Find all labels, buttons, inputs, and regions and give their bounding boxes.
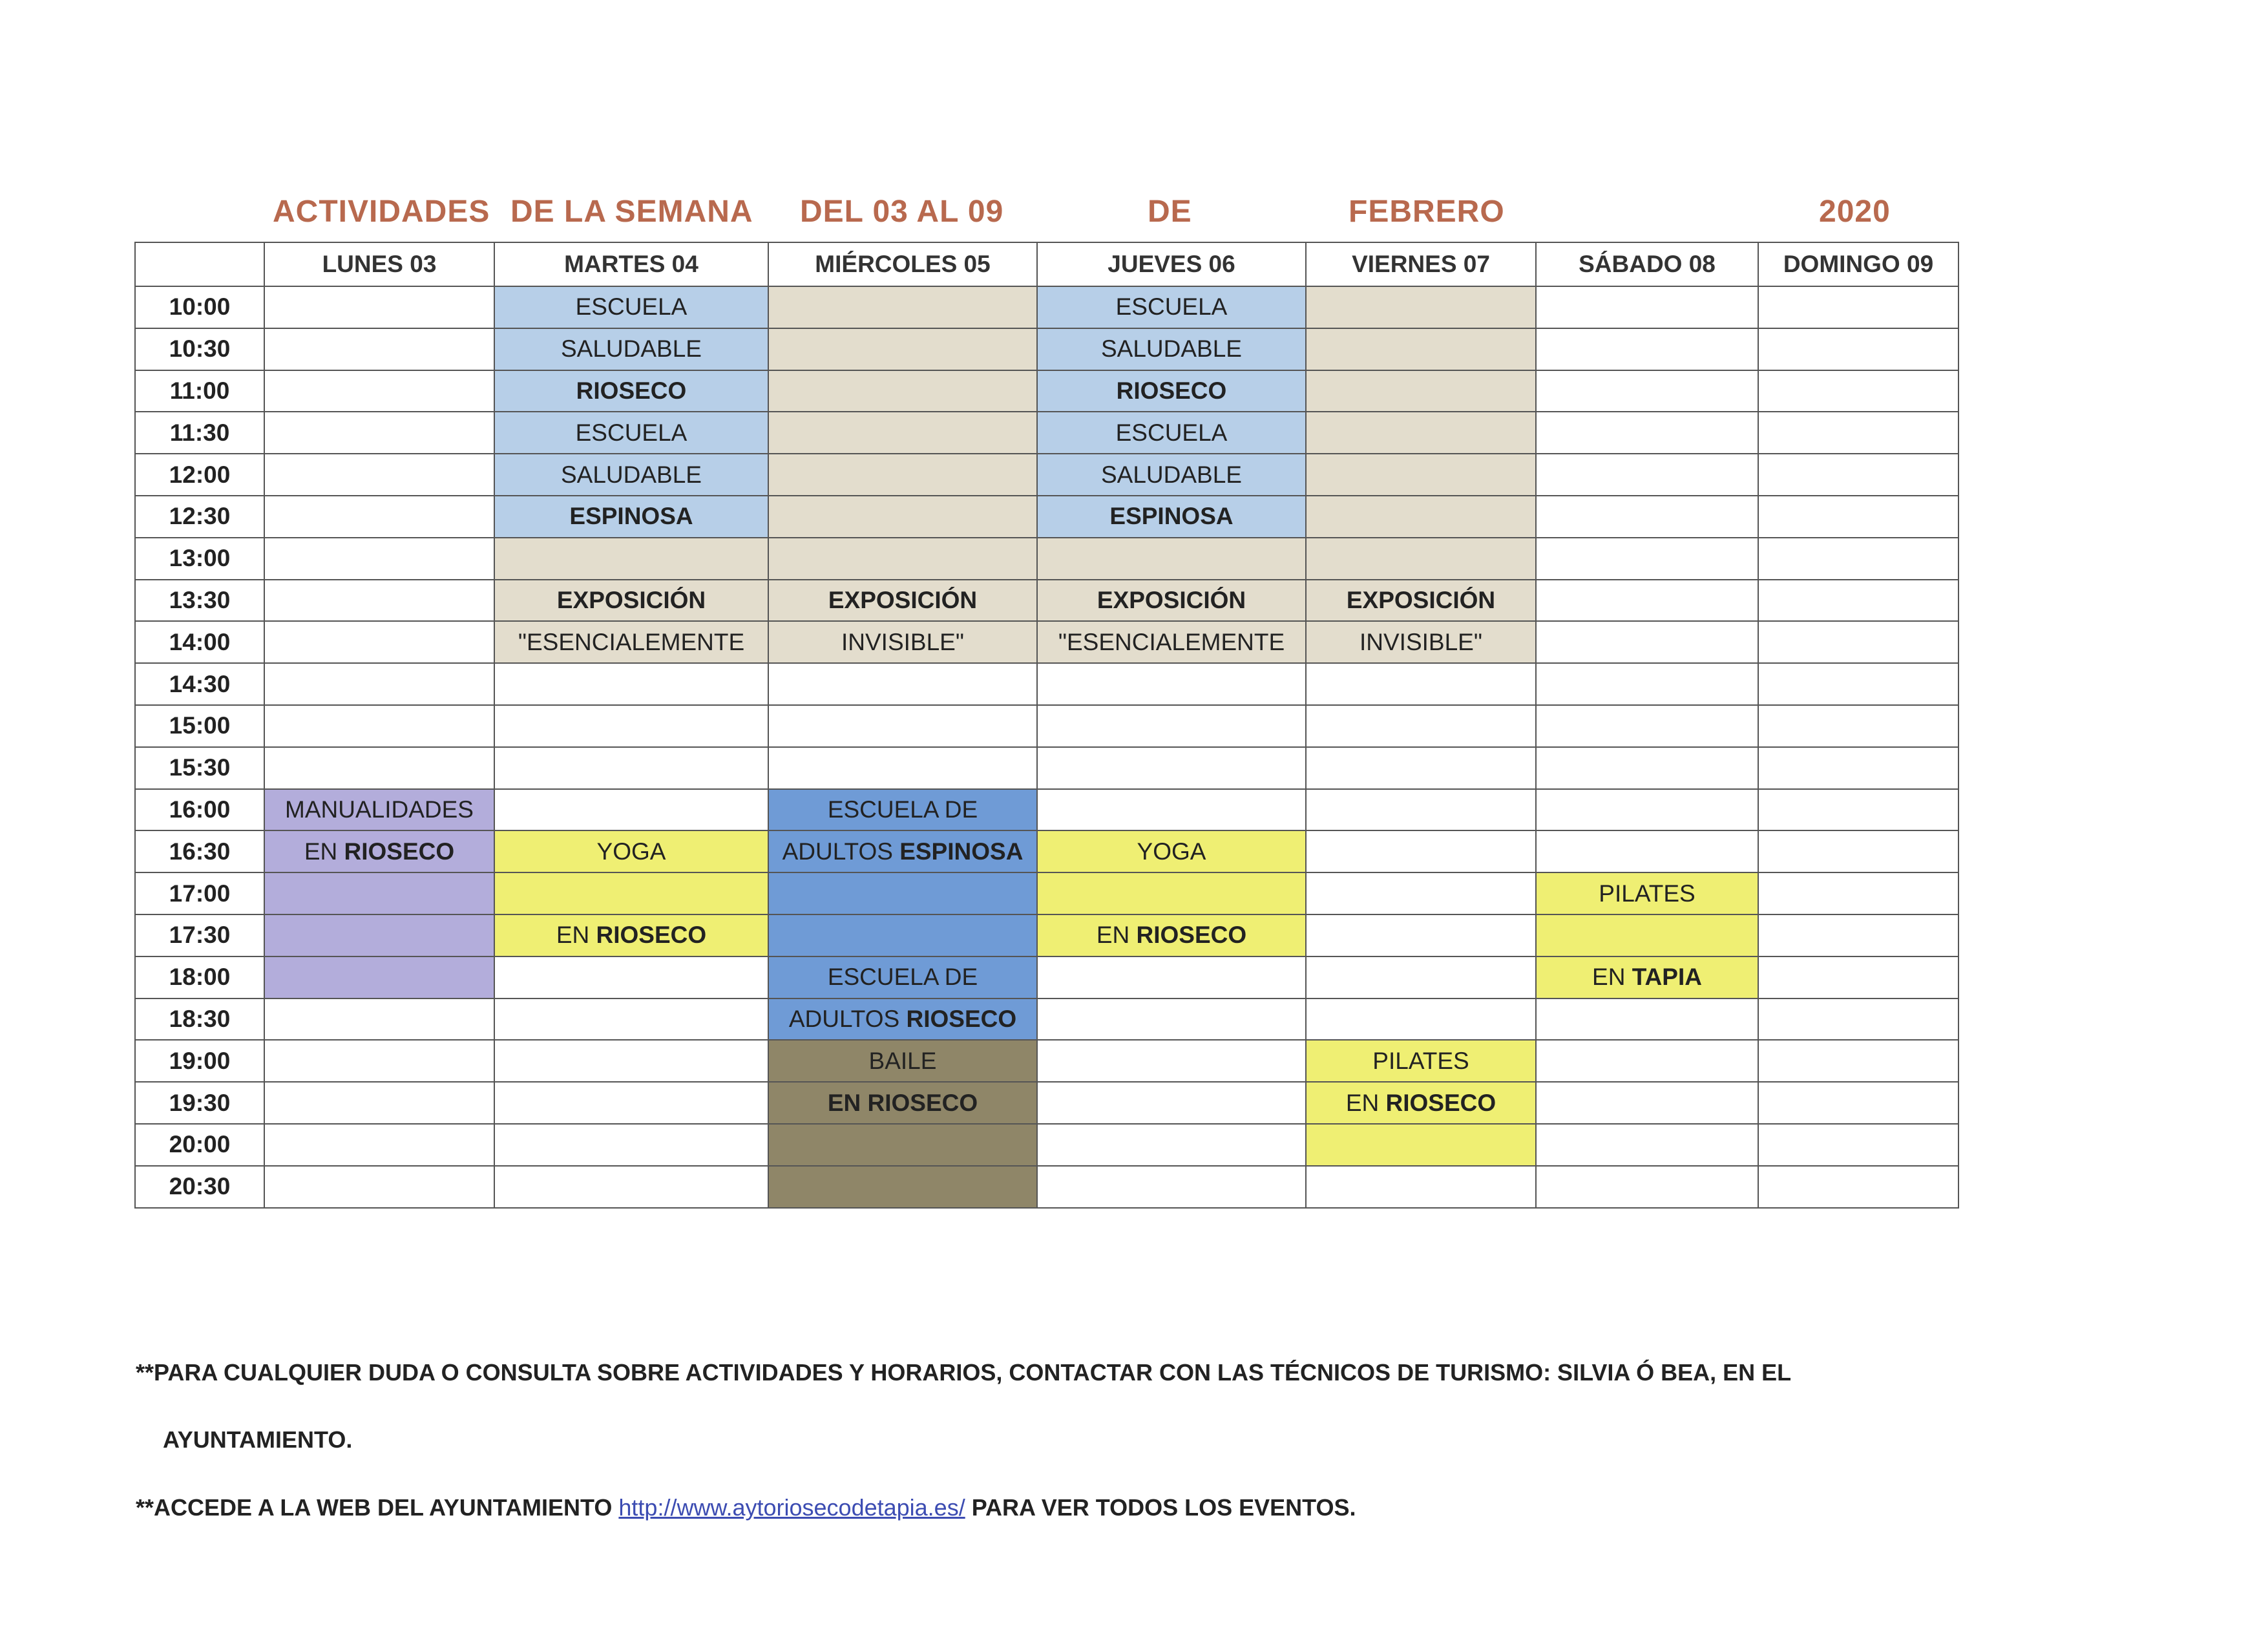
empty-cell bbox=[1536, 370, 1758, 412]
empty-cell bbox=[1306, 1166, 1536, 1208]
time-cell: 11:00 bbox=[135, 370, 264, 412]
activity-cell: SALUDABLE bbox=[1037, 454, 1306, 496]
activity-cell bbox=[768, 286, 1037, 328]
time-cell: 18:30 bbox=[135, 998, 264, 1041]
table-row bbox=[135, 454, 1958, 496]
activity-cell bbox=[264, 872, 494, 914]
time-cell: 19:30 bbox=[135, 1082, 264, 1124]
empty-cell bbox=[1758, 830, 1958, 872]
activity-cell: YOGA bbox=[1037, 830, 1306, 872]
empty-cell bbox=[264, 538, 494, 580]
table-row bbox=[135, 956, 1958, 998]
day-header: DOMINGO 09 bbox=[1758, 242, 1958, 286]
empty-cell bbox=[1536, 454, 1758, 496]
empty-cell bbox=[1758, 956, 1958, 998]
empty-cell bbox=[264, 998, 494, 1041]
empty-cell bbox=[494, 1082, 768, 1124]
activity-cell bbox=[1037, 538, 1306, 580]
table-row bbox=[135, 286, 1958, 328]
activity-cell bbox=[768, 914, 1037, 956]
table-row bbox=[135, 663, 1958, 705]
cell-text: EN bbox=[1592, 964, 1626, 991]
cell-text: EN bbox=[1096, 922, 1130, 949]
day-header: MARTES 04 bbox=[494, 242, 768, 286]
empty-cell bbox=[1758, 454, 1958, 496]
empty-cell bbox=[1536, 1082, 1758, 1124]
empty-cell bbox=[1536, 286, 1758, 328]
time-cell: 16:30 bbox=[135, 830, 264, 872]
empty-cell bbox=[1758, 286, 1958, 328]
empty-cell bbox=[768, 747, 1037, 789]
activity-cell: RIOSECO bbox=[494, 370, 768, 412]
empty-cell bbox=[494, 998, 768, 1041]
empty-cell bbox=[1758, 580, 1958, 622]
empty-cell bbox=[1536, 621, 1758, 663]
empty-cell bbox=[1306, 872, 1536, 914]
title-year: 2020 bbox=[1819, 195, 1891, 229]
empty-cell bbox=[1758, 705, 1958, 747]
empty-cell bbox=[1037, 998, 1306, 1041]
activity-cell: INVISIBLE" bbox=[768, 621, 1037, 663]
corner-cell bbox=[135, 242, 264, 286]
empty-cell bbox=[1306, 830, 1536, 872]
activity-cell: INVISIBLE" bbox=[1306, 621, 1536, 663]
time-cell: 11:30 bbox=[135, 412, 264, 454]
activity-cell bbox=[1306, 1124, 1536, 1166]
empty-cell bbox=[1037, 956, 1306, 998]
empty-cell bbox=[1536, 580, 1758, 622]
empty-cell bbox=[1536, 1124, 1758, 1166]
time-cell: 14:00 bbox=[135, 621, 264, 663]
activity-cell bbox=[1536, 956, 1758, 998]
activity-cell: ESCUELA bbox=[1037, 286, 1306, 328]
activity-cell: EXPOSICIÓN bbox=[494, 580, 768, 622]
activity-cell: SALUDABLE bbox=[494, 454, 768, 496]
activity-cell bbox=[768, 1124, 1037, 1166]
time-cell: 17:30 bbox=[135, 914, 264, 956]
empty-cell bbox=[264, 1124, 494, 1166]
activity-cell: SALUDABLE bbox=[494, 328, 768, 370]
table-row bbox=[135, 1040, 1958, 1082]
empty-cell bbox=[1536, 747, 1758, 789]
empty-cell bbox=[1536, 789, 1758, 831]
empty-cell bbox=[1037, 705, 1306, 747]
empty-cell bbox=[264, 1166, 494, 1208]
time-cell: 15:30 bbox=[135, 747, 264, 789]
note-contact-line2: AYUNTAMIENTO. bbox=[163, 1426, 353, 1453]
cell-text: ADULTOS bbox=[782, 838, 893, 865]
empty-cell bbox=[264, 705, 494, 747]
empty-cell bbox=[494, 747, 768, 789]
empty-cell bbox=[264, 663, 494, 705]
activity-cell: ESCUELA DE bbox=[768, 789, 1037, 831]
empty-cell bbox=[1536, 412, 1758, 454]
cell-text: EN bbox=[304, 838, 338, 865]
time-cell: 17:00 bbox=[135, 872, 264, 914]
activity-cell bbox=[1037, 914, 1306, 956]
activity-cell: EXPOSICIÓN bbox=[768, 580, 1037, 622]
empty-cell bbox=[768, 663, 1037, 705]
activity-cell bbox=[768, 1166, 1037, 1208]
empty-cell bbox=[494, 789, 768, 831]
activity-cell bbox=[494, 872, 768, 914]
activity-cell bbox=[768, 496, 1037, 538]
empty-cell bbox=[264, 286, 494, 328]
activity-cell bbox=[1306, 286, 1536, 328]
activity-cell: EXPOSICIÓN bbox=[1037, 580, 1306, 622]
cell-text: RIOSECO bbox=[596, 922, 707, 949]
activity-cell: ESPINOSA bbox=[1037, 496, 1306, 538]
empty-cell bbox=[1306, 789, 1536, 831]
note-web-suffix: PARA VER TODOS LOS EVENTOS. bbox=[971, 1494, 1356, 1521]
day-header: VIERNES 07 bbox=[1306, 242, 1536, 286]
empty-cell bbox=[1758, 1166, 1958, 1208]
activity-cell bbox=[1306, 412, 1536, 454]
note-contact-line1: **PARA CUALQUIER DUDA O CONSULTA SOBRE ACTIVIDADES Y HORARIOS, CONTACTAR CON LAS TÉCNICOS DE TURISMO: SILVIA Ó BEA, EN EL bbox=[136, 1359, 1792, 1386]
table-row bbox=[135, 328, 1958, 370]
table-row bbox=[135, 1124, 1958, 1166]
activity-cell: "ESENCIALEMENTE bbox=[1037, 621, 1306, 663]
empty-cell bbox=[1758, 538, 1958, 580]
cell-text: ADULTOS bbox=[788, 1005, 900, 1032]
activity-cell bbox=[1536, 914, 1758, 956]
empty-cell bbox=[1758, 328, 1958, 370]
time-cell: 13:00 bbox=[135, 538, 264, 580]
activity-cell bbox=[1037, 872, 1306, 914]
empty-cell bbox=[1306, 956, 1536, 998]
table-row bbox=[135, 747, 1958, 789]
table-row bbox=[135, 538, 1958, 580]
day-header: JUEVES 06 bbox=[1037, 242, 1306, 286]
activity-cell: PILATES bbox=[1536, 872, 1758, 914]
activity-cell bbox=[768, 1082, 1037, 1124]
empty-cell bbox=[264, 1040, 494, 1082]
empty-cell bbox=[1037, 747, 1306, 789]
empty-cell bbox=[494, 663, 768, 705]
empty-cell bbox=[1536, 705, 1758, 747]
empty-cell bbox=[1037, 663, 1306, 705]
note-web bbox=[136, 1494, 1356, 1521]
activity-cell: "ESENCIALEMENTE bbox=[494, 621, 768, 663]
empty-cell bbox=[1758, 747, 1958, 789]
activity-cell bbox=[264, 830, 494, 872]
activity-cell bbox=[768, 370, 1037, 412]
activity-cell: SALUDABLE bbox=[1037, 328, 1306, 370]
empty-cell bbox=[1536, 998, 1758, 1041]
activity-cell bbox=[264, 956, 494, 998]
activity-cell bbox=[1306, 328, 1536, 370]
cell-text: EN bbox=[556, 922, 590, 949]
activity-cell bbox=[1306, 1082, 1536, 1124]
time-cell: 19:00 bbox=[135, 1040, 264, 1082]
empty-cell bbox=[264, 621, 494, 663]
note-web-prefix: **ACCEDE A LA WEB DEL AYUNTAMIENTO bbox=[136, 1494, 613, 1521]
empty-cell bbox=[264, 496, 494, 538]
weekly-schedule-table bbox=[134, 242, 1959, 1209]
table-row bbox=[135, 580, 1958, 622]
cell-text: RIOSECO bbox=[1136, 922, 1247, 949]
empty-cell bbox=[1306, 914, 1536, 956]
table-row bbox=[135, 705, 1958, 747]
activity-cell: ESPINOSA bbox=[494, 496, 768, 538]
title-de-la-semana: DE LA SEMANA bbox=[510, 195, 753, 229]
empty-cell bbox=[1037, 1166, 1306, 1208]
time-cell: 13:30 bbox=[135, 580, 264, 622]
time-cell: 18:00 bbox=[135, 956, 264, 998]
activity-cell: ESCUELA DE bbox=[768, 956, 1037, 998]
time-cell: 20:30 bbox=[135, 1166, 264, 1208]
activity-cell bbox=[1306, 496, 1536, 538]
table-row bbox=[135, 872, 1958, 914]
empty-cell bbox=[1758, 1082, 1958, 1124]
empty-cell bbox=[1306, 663, 1536, 705]
website-link[interactable]: http://www.aytoriosecodetapia.es/ bbox=[618, 1494, 965, 1521]
cell-text: RIOSECO bbox=[344, 838, 455, 865]
activity-cell: ESCUELA bbox=[494, 286, 768, 328]
title-de: DE bbox=[1148, 195, 1192, 229]
activity-cell bbox=[264, 914, 494, 956]
cell-text: EN bbox=[827, 1089, 861, 1116]
table-row bbox=[135, 914, 1958, 956]
empty-cell bbox=[494, 956, 768, 998]
empty-cell bbox=[1536, 328, 1758, 370]
empty-cell bbox=[1536, 1166, 1758, 1208]
table-row bbox=[135, 830, 1958, 872]
empty-cell bbox=[1536, 663, 1758, 705]
table-row bbox=[135, 998, 1958, 1041]
empty-cell bbox=[1758, 789, 1958, 831]
activity-cell bbox=[494, 538, 768, 580]
empty-cell bbox=[1758, 872, 1958, 914]
empty-cell bbox=[1758, 496, 1958, 538]
time-cell: 10:30 bbox=[135, 328, 264, 370]
cell-text: EN bbox=[1345, 1089, 1380, 1116]
empty-cell bbox=[1037, 1040, 1306, 1082]
time-cell: 10:00 bbox=[135, 286, 264, 328]
time-cell: 12:30 bbox=[135, 496, 264, 538]
empty-cell bbox=[1758, 663, 1958, 705]
time-cell: 20:00 bbox=[135, 1124, 264, 1166]
table-row bbox=[135, 789, 1958, 831]
activity-cell bbox=[768, 328, 1037, 370]
activity-cell: RIOSECO bbox=[1037, 370, 1306, 412]
empty-cell bbox=[1758, 1124, 1958, 1166]
table-row bbox=[135, 1166, 1958, 1208]
empty-cell bbox=[1037, 789, 1306, 831]
empty-cell bbox=[1758, 412, 1958, 454]
empty-cell bbox=[264, 580, 494, 622]
empty-cell bbox=[1306, 998, 1536, 1041]
empty-cell bbox=[264, 412, 494, 454]
empty-cell bbox=[1758, 914, 1958, 956]
activity-cell bbox=[768, 830, 1037, 872]
activity-cell bbox=[768, 998, 1037, 1041]
cell-text: ESPINOSA bbox=[899, 838, 1024, 865]
empty-cell bbox=[1536, 1040, 1758, 1082]
cell-text: RIOSECO bbox=[1385, 1089, 1496, 1116]
empty-cell bbox=[1306, 705, 1536, 747]
empty-cell bbox=[1758, 998, 1958, 1041]
title-actividades: ACTIVIDADES bbox=[273, 195, 490, 229]
cell-text: RIOSECO bbox=[867, 1089, 978, 1116]
table-row bbox=[135, 496, 1958, 538]
activity-cell bbox=[768, 872, 1037, 914]
activity-cell bbox=[1306, 370, 1536, 412]
empty-cell bbox=[1037, 1082, 1306, 1124]
empty-cell bbox=[264, 454, 494, 496]
empty-cell bbox=[1758, 1040, 1958, 1082]
activity-cell bbox=[494, 914, 768, 956]
time-cell: 16:00 bbox=[135, 789, 264, 831]
time-cell: 14:30 bbox=[135, 663, 264, 705]
empty-cell bbox=[1306, 747, 1536, 789]
cell-text: TAPIA bbox=[1632, 964, 1702, 991]
day-header: LUNES 03 bbox=[264, 242, 494, 286]
empty-cell bbox=[1536, 496, 1758, 538]
activity-cell bbox=[768, 454, 1037, 496]
table-row bbox=[135, 621, 1958, 663]
empty-cell bbox=[494, 705, 768, 747]
cell-text: RIOSECO bbox=[906, 1005, 1017, 1032]
day-header: SÁBADO 08 bbox=[1536, 242, 1758, 286]
time-cell: 15:00 bbox=[135, 705, 264, 747]
empty-cell bbox=[1536, 830, 1758, 872]
empty-cell bbox=[264, 370, 494, 412]
empty-cell bbox=[494, 1040, 768, 1082]
empty-cell bbox=[264, 1082, 494, 1124]
activity-cell bbox=[1306, 454, 1536, 496]
empty-cell bbox=[1758, 370, 1958, 412]
activity-cell bbox=[768, 538, 1037, 580]
time-cell: 12:00 bbox=[135, 454, 264, 496]
empty-cell bbox=[1758, 621, 1958, 663]
table-row bbox=[135, 370, 1958, 412]
day-header: MIÉRCOLES 05 bbox=[768, 242, 1037, 286]
activity-cell: YOGA bbox=[494, 830, 768, 872]
empty-cell bbox=[1536, 538, 1758, 580]
empty-cell bbox=[1037, 1124, 1306, 1166]
title-month: FEBRERO bbox=[1349, 195, 1505, 229]
empty-cell bbox=[494, 1124, 768, 1166]
activity-cell: MANUALIDADES bbox=[264, 789, 494, 831]
activity-cell: ESCUELA bbox=[494, 412, 768, 454]
activity-cell: ESCUELA bbox=[1037, 412, 1306, 454]
empty-cell bbox=[768, 705, 1037, 747]
activity-cell: BAILE bbox=[768, 1040, 1037, 1082]
empty-cell bbox=[264, 747, 494, 789]
activity-cell: EXPOSICIÓN bbox=[1306, 580, 1536, 622]
table-row bbox=[135, 412, 1958, 454]
activity-cell bbox=[1306, 538, 1536, 580]
activity-cell bbox=[768, 412, 1037, 454]
empty-cell bbox=[494, 1166, 768, 1208]
empty-cell bbox=[264, 328, 494, 370]
title-date-range: DEL 03 AL 09 bbox=[800, 195, 1004, 229]
header-row bbox=[135, 242, 1958, 286]
activity-cell: PILATES bbox=[1306, 1040, 1536, 1082]
table-row bbox=[135, 1082, 1958, 1124]
